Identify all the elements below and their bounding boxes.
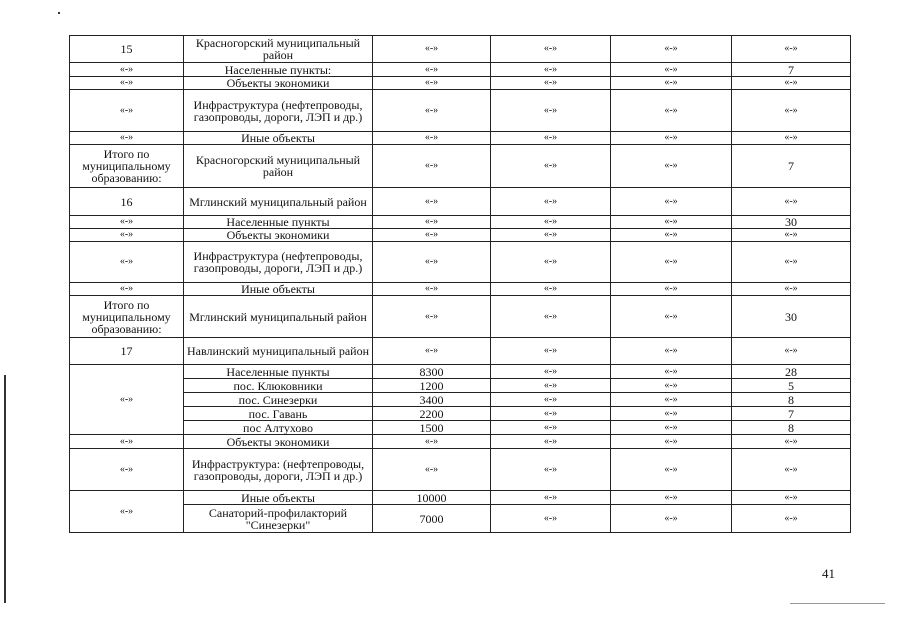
cell: «-»: [491, 145, 611, 188]
cell: «-»: [373, 132, 491, 145]
cell: 7: [732, 407, 851, 421]
cell: «-»: [732, 90, 851, 132]
scan-mark-bottom: [790, 603, 885, 604]
cell: «-»: [373, 63, 491, 77]
table-row: [70, 421, 851, 435]
cell: «-»: [70, 365, 184, 435]
cell: «-»: [491, 365, 611, 379]
cell: Населенные пункты: [184, 365, 373, 379]
cell: Мглинский муниципальный район: [184, 188, 373, 216]
table-row: [70, 365, 851, 379]
scan-mark-left: [4, 375, 6, 603]
cell: 8: [732, 393, 851, 407]
table-row: [70, 90, 851, 132]
cell: Иные объекты: [184, 132, 373, 145]
cell: Объекты экономики: [184, 77, 373, 90]
table-row: [70, 338, 851, 365]
cell: «-»: [373, 283, 491, 296]
cell: «-»: [611, 145, 732, 188]
cell: «-»: [732, 435, 851, 449]
cell: «-»: [491, 421, 611, 435]
table-row: [70, 393, 851, 407]
cell: 3400: [373, 393, 491, 407]
cell: Итого по муниципальному образованию:: [70, 296, 184, 338]
cell: «-»: [373, 145, 491, 188]
cell: Итого по муниципальному образованию:: [70, 145, 184, 188]
cell: «-»: [611, 435, 732, 449]
cell: «-»: [70, 132, 184, 145]
table-row: [70, 132, 851, 145]
cell: «-»: [611, 132, 732, 145]
cell: пос Алтухово: [184, 421, 373, 435]
cell: «-»: [611, 365, 732, 379]
cell: «-»: [70, 77, 184, 90]
cell: Мглинский муниципальный район: [184, 296, 373, 338]
cell: «-»: [491, 36, 611, 63]
cell: «-»: [491, 379, 611, 393]
cell: Иные объекты: [184, 283, 373, 296]
cell: «-»: [611, 283, 732, 296]
cell: 7: [732, 145, 851, 188]
cell: «-»: [732, 132, 851, 145]
cell: 8: [732, 421, 851, 435]
cell: «-»: [732, 36, 851, 63]
cell: «-»: [373, 338, 491, 365]
cell: 15: [70, 36, 184, 63]
table-row: [70, 36, 851, 63]
cell: Инфраструктура (нефтепроводы, газопроводы, дороги, ЛЭП и др.): [184, 242, 373, 283]
cell: «-»: [373, 77, 491, 90]
table-row: [70, 242, 851, 283]
cell: Объекты экономики: [184, 435, 373, 449]
cell: «-»: [491, 435, 611, 449]
cell: «-»: [491, 505, 611, 533]
cell: «-»: [732, 505, 851, 533]
cell: «-»: [611, 188, 732, 216]
table-row: [70, 77, 851, 90]
cell: «-»: [491, 338, 611, 365]
data-table: [69, 35, 851, 533]
cell: «-»: [491, 90, 611, 132]
cell: Инфраструктура (нефтепроводы, газопроводы, дороги, ЛЭП и др.): [184, 90, 373, 132]
cell: «-»: [373, 36, 491, 63]
cell: «-»: [732, 242, 851, 283]
cell: «-»: [70, 216, 184, 229]
table-row: [70, 188, 851, 216]
cell: «-»: [373, 216, 491, 229]
cell: 7000: [373, 505, 491, 533]
cell: «-»: [70, 283, 184, 296]
table-row: [70, 449, 851, 491]
scan-mark-dot: [58, 12, 60, 14]
cell: 7: [732, 63, 851, 77]
cell: Иные объекты: [184, 491, 373, 505]
cell: 1500: [373, 421, 491, 435]
cell: Населенные пункты: [184, 216, 373, 229]
cell: пос. Синезерки: [184, 393, 373, 407]
cell: 1200: [373, 379, 491, 393]
cell: 8300: [373, 365, 491, 379]
cell: 30: [732, 216, 851, 229]
table-row: [70, 63, 851, 77]
cell: «-»: [611, 393, 732, 407]
cell: «-»: [611, 242, 732, 283]
cell: пос. Гавань: [184, 407, 373, 421]
cell: «-»: [491, 132, 611, 145]
cell: «-»: [491, 63, 611, 77]
cell: Санаторий-профилакторий "Синезерки": [184, 505, 373, 533]
cell: «-»: [373, 296, 491, 338]
cell: «-»: [732, 229, 851, 242]
cell: Красногорский муниципальный район: [184, 36, 373, 63]
page-number: 41: [822, 566, 835, 581]
cell: 10000: [373, 491, 491, 505]
cell: «-»: [611, 63, 732, 77]
cell: «-»: [611, 36, 732, 63]
cell: «-»: [70, 229, 184, 242]
table-row: [70, 505, 851, 533]
cell: «-»: [611, 505, 732, 533]
cell: «-»: [732, 283, 851, 296]
cell: «-»: [611, 379, 732, 393]
cell: «-»: [611, 449, 732, 491]
cell: «-»: [732, 338, 851, 365]
cell: «-»: [611, 90, 732, 132]
cell: «-»: [491, 188, 611, 216]
cell: «-»: [732, 491, 851, 505]
table-row: [70, 296, 851, 338]
cell: «-»: [491, 283, 611, 296]
cell: Инфраструктура: (нефтепроводы, газопроводы, дороги, ЛЭП и др.): [184, 449, 373, 491]
cell: «-»: [373, 229, 491, 242]
cell: «-»: [611, 77, 732, 90]
cell: «-»: [611, 296, 732, 338]
table-row: [70, 491, 851, 505]
cell: «-»: [491, 393, 611, 407]
cell: 17: [70, 338, 184, 365]
table-row: [70, 407, 851, 421]
cell: «-»: [611, 491, 732, 505]
table-row: [70, 435, 851, 449]
cell: «-»: [491, 407, 611, 421]
cell: «-»: [732, 77, 851, 90]
cell: Навлинский муниципальный район: [184, 338, 373, 365]
cell: «-»: [611, 216, 732, 229]
cell: «-»: [373, 449, 491, 491]
cell: Объекты экономики: [184, 229, 373, 242]
cell: 28: [732, 365, 851, 379]
cell: «-»: [491, 242, 611, 283]
cell: «-»: [70, 90, 184, 132]
cell: 30: [732, 296, 851, 338]
cell: «-»: [491, 77, 611, 90]
cell: «-»: [611, 229, 732, 242]
cell: Красногорский муниципальный район: [184, 145, 373, 188]
cell: «-»: [373, 188, 491, 216]
cell: «-»: [373, 242, 491, 283]
cell: «-»: [611, 407, 732, 421]
cell: «-»: [491, 449, 611, 491]
cell: «-»: [70, 491, 184, 533]
cell: «-»: [70, 242, 184, 283]
table-row: [70, 216, 851, 229]
cell: «-»: [373, 435, 491, 449]
cell: пос. Клюковники: [184, 379, 373, 393]
cell: «-»: [491, 216, 611, 229]
cell: «-»: [491, 296, 611, 338]
table-row: [70, 283, 851, 296]
cell: «-»: [491, 491, 611, 505]
cell: «-»: [491, 229, 611, 242]
cell: 2200: [373, 407, 491, 421]
cell: 16: [70, 188, 184, 216]
cell: «-»: [732, 449, 851, 491]
cell: «-»: [70, 63, 184, 77]
table-row: [70, 145, 851, 188]
cell: «-»: [70, 449, 184, 491]
table-row: [70, 379, 851, 393]
table-row: [70, 229, 851, 242]
cell: Населенные пункты:: [184, 63, 373, 77]
cell: «-»: [373, 90, 491, 132]
cell: «-»: [611, 421, 732, 435]
cell: «-»: [70, 435, 184, 449]
cell: «-»: [611, 338, 732, 365]
cell: 5: [732, 379, 851, 393]
cell: «-»: [732, 188, 851, 216]
